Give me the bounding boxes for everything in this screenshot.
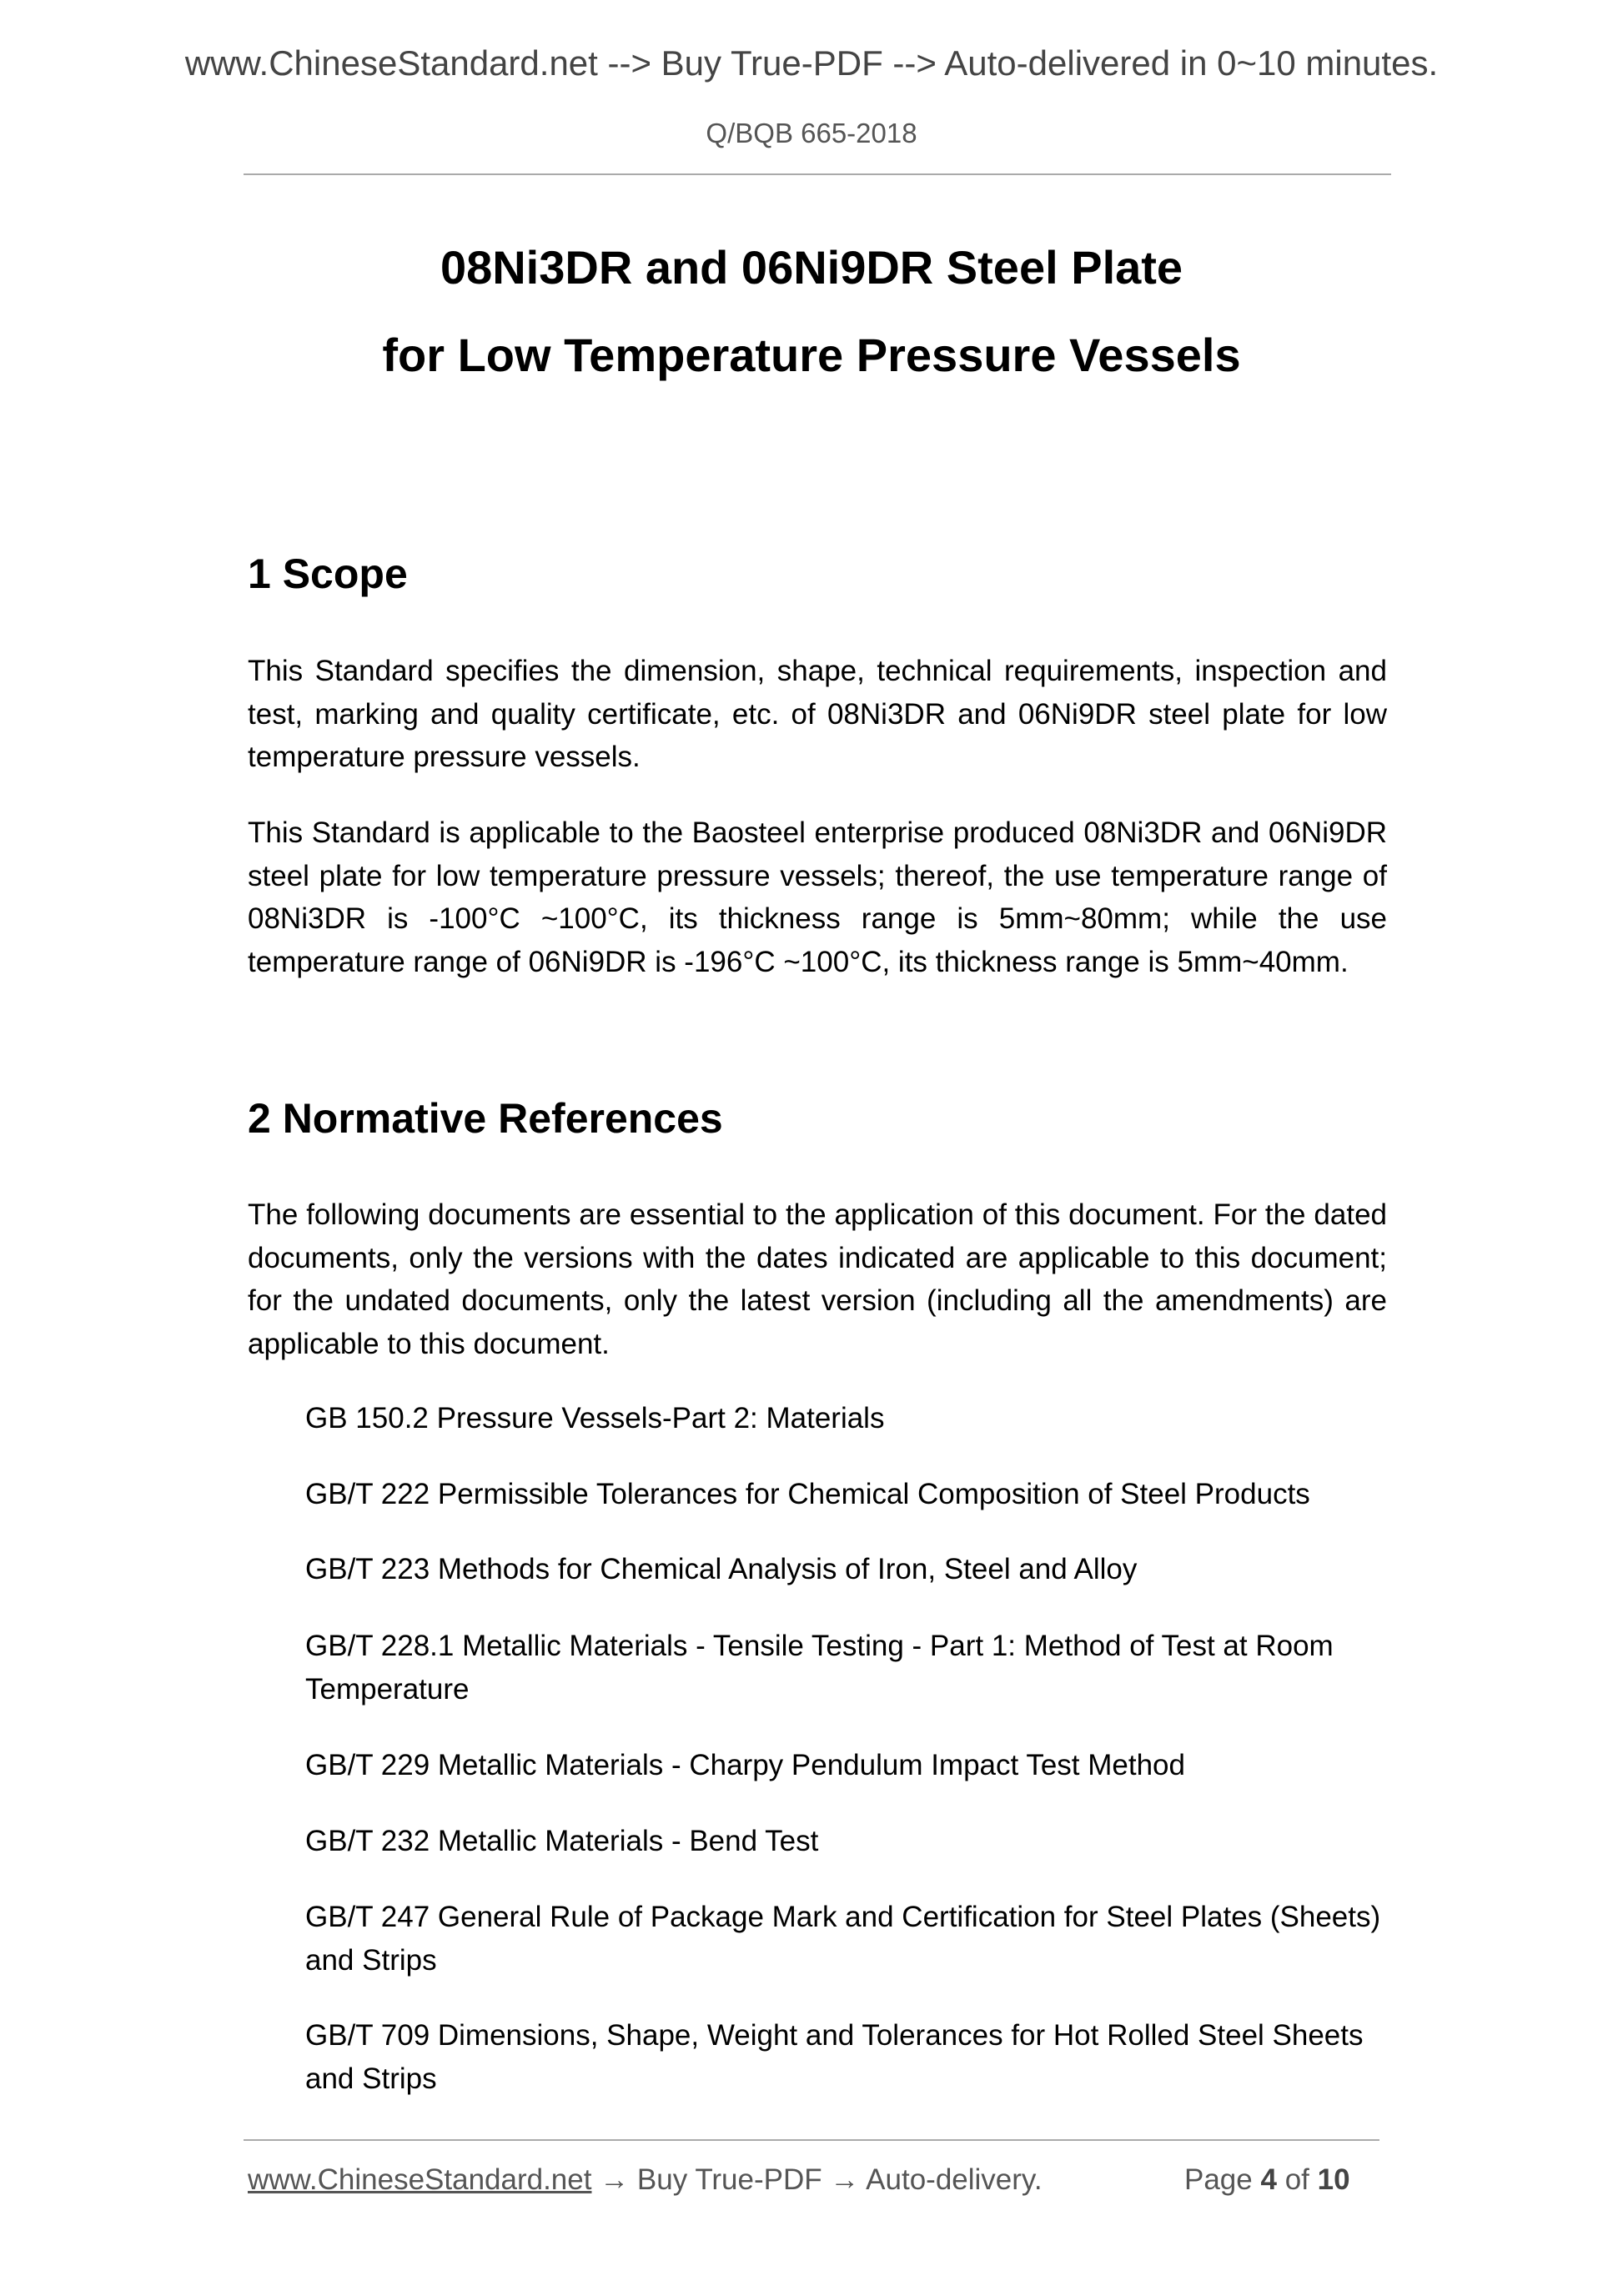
section-heading-scope: 1 Scope: [248, 550, 408, 597]
reference-item: GB/T 709 Dimensions, Shape, Weight and Tolerances for Hot Rolled Steel Sheets and Strips: [305, 2019, 1364, 2095]
standard-number: Q/BQB 665-2018: [706, 118, 917, 148]
scope-paragraph-2: This Standard is applicable to the Baosteel enterprise produced 08Ni3DR and 06Ni9DR steel plate for low temperature pressure vessels; thereof, the use temperature range of 08Ni3DR is -100°C ~100°C, its thickness range is 5mm~80mm; while the use temperature range of 06Ni9DR is -196°C ~100°C, its thickness range is 5mm~40mm.: [248, 816, 1387, 978]
page-label: Page: [1184, 2163, 1253, 2196]
page-indicator: [1184, 2163, 1350, 2197]
scope-paragraph-1: This Standard specifies the dimension, shape, technical requirements, inspection and test, marking and quality certificate, etc. of 08Ni3DR and 06Ni9DR steel plate for low temperature pressure vessels.: [248, 655, 1387, 773]
footer-divider: [244, 2139, 1379, 2141]
header-divider: [244, 173, 1391, 175]
reference-item: GB/T 232 Metallic Materials - Bend Test: [305, 1825, 819, 1857]
reference-item: GB/T 229 Metallic Materials - Charpy Pendulum Impact Test Method: [305, 1749, 1185, 1781]
reference-item: GB/T 247 General Rule of Package Mark and Certification for Steel Plates (Sheets) and Strips: [305, 1901, 1381, 1977]
footer-promo: [248, 2163, 1043, 2197]
reference-item: GB 150.2 Pressure Vessels-Part 2: Materials: [305, 1402, 885, 1434]
reference-item: GB/T 228.1 Metallic Materials - Tensile Testing - Part 1: Method of Test at Room Temperature: [305, 1630, 1334, 1706]
page-of-label: of: [1284, 2163, 1309, 2196]
page-current: 4: [1260, 2163, 1277, 2196]
reference-item: GB/T 223 Methods for Chemical Analysis of Iron, Steel and Alloy: [305, 1553, 1138, 1585]
footer-promo-text: → Buy True-PDF → Auto-delivery.: [591, 2163, 1043, 2196]
header-banner: www.ChineseStandard.net --> Buy True-PDF --> Auto-delivered in 0~10 minutes.: [184, 43, 1439, 83]
section-heading-normative-references: 2 Normative References: [248, 1095, 723, 1142]
reference-item: GB/T 222 Permissible Tolerances for Chemical Composition of Steel Products: [305, 1478, 1310, 1510]
document-title-line2: for Low Temperature Pressure Vessels: [382, 329, 1241, 381]
document-title-line1: 08Ni3DR and 06Ni9DR Steel Plate: [440, 241, 1183, 294]
references-intro-paragraph: The following documents are essential to the application of this document. For the dated documents, only the versions with the dates indicated are applicable to this document; for the undated documents, only the latest version (including all the amendments) are applicable to this document.: [248, 1198, 1387, 1360]
footer-site-link[interactable]: www.ChineseStandard.net: [248, 2163, 592, 2196]
page-total: 10: [1317, 2163, 1350, 2196]
